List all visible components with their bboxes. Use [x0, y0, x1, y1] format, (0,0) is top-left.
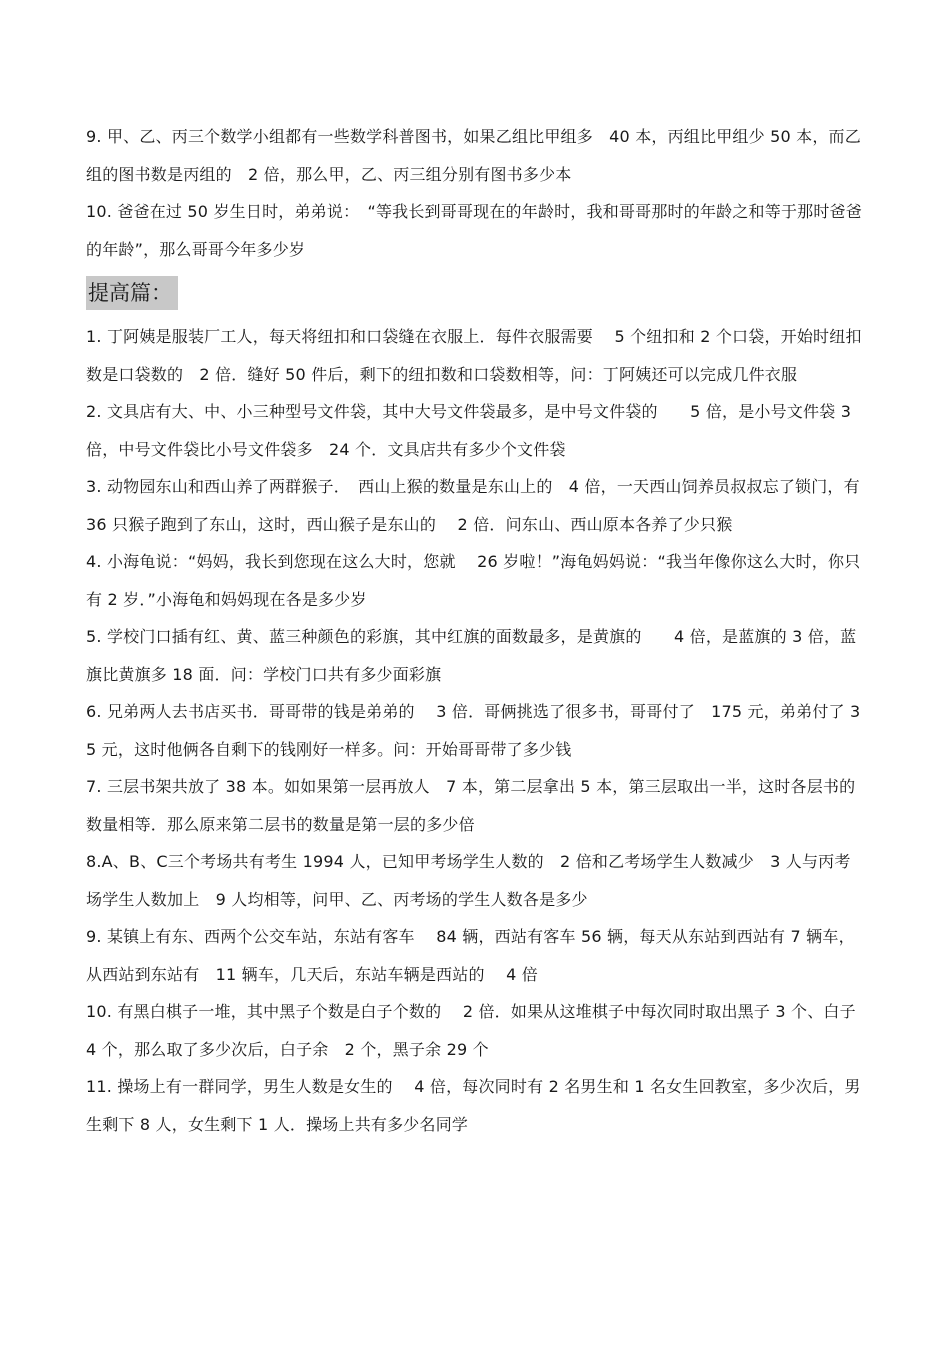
advanced-problem-5: 5. 学校门口插有红、黄、蓝三种颜色的彩旗，其中红旗的面数最多，是黄旗的 4 倍，是蓝旗的 3 倍，蓝旗比黄旗多 18 面．问：学校门口共有多少面彩旗: [86, 627, 857, 684]
advanced-problem-4: 4. 小海龟说：“妈妈，我长到您现在这么大时，您就 26 岁啦！”海龟妈妈说：“我当年像你这么大时，你只有 2 岁．”小海龟和妈妈现在各是多少岁: [86, 552, 861, 609]
advanced-problem-6: 6. 兄弟两人去书店买书．哥哥带的钱是弟弟的 3 倍．哥俩挑选了很多书，哥哥付了 175 元，弟弟付了 35 元，这时他俩各自剩下的钱刚好一样多。问：开始哥哥带了多少钱: [86, 702, 861, 759]
section-heading: 提高篇：: [86, 276, 178, 310]
advanced-problem-1: 1. 丁阿姨是服装厂工人，每天将纽扣和口袋缝在衣服上．每件衣服需要 5 个纽扣和 2 个口袋，开始时纽扣数是口袋数的 2 倍．缝好 50 件后，剩下的纽扣数和口袋数相等，问：丁阿姨还可以完成几件衣服: [86, 327, 862, 384]
advanced-problem-11: 11. 操场上有一群同学，男生人数是女生的 4 倍，每次同时有 2 名男生和 1 名女生回教室，多少次后，男生剩下 8 人，女生剩下 1 人．操场上共有多少名同学: [86, 1077, 861, 1134]
advanced-problem-2: 2. 文具店有大、中、小三种型号文件袋，其中大号文件袋最多，是中号文件袋的 5 倍，是小号文件袋 3 倍，中号文件袋比小号文件袋多 24 个．文具店共有多少个文件袋: [86, 402, 852, 459]
advanced-problem-8: 8.A、B、C三个考场共有考生 1994 人，已知甲考场学生人数的 2 倍和乙考场学生人数减少 3 人与丙考场学生人数加上 9 人均相等，问甲、乙、丙考场的学生人数各是多少: [86, 852, 851, 909]
basic-problem-10: 10. 爸爸在过 50 岁生日时，弟弟说： “等我长到哥哥现在的年龄时，我和哥哥那时的年龄之和等于那时爸爸的年龄”，那么哥哥今年多少岁: [86, 202, 862, 259]
advanced-problem-7: 7. 三层书架共放了 38 本。如如果第一层再放人 7 本，第二层拿出 5 本，第三层取出一半，这时各层书的数量相等．那么原来第二层书的数量是第一层的多少倍: [86, 777, 856, 834]
advanced-problem-10: 10. 有黑白棋子一堆，其中黑子个数是白子个数的 2 倍．如果从这堆棋子中每次同时取出黑子 3 个、白子 4 个，那么取了多少次后，白子余 2 个，黑子余 29 个: [86, 1002, 856, 1059]
advanced-problem-9: 9. 某镇上有东、西两个公交车站，东站有客车 84 辆，西站有客车 56 辆，每天从东站到西站有 7 辆车，从西站到东站有 11 辆车，几天后，东站车辆是西站的 4 倍: [86, 927, 855, 984]
document-page: [86, 118, 866, 1143]
advanced-problem-3: 3. 动物园东山和西山养了两群猴子． 西山上猴的数量是东山上的 4 倍，一天西山饲养员叔叔忘了锁门，有 36 只猴子跑到了东山，这时，西山猴子是东山的 2 倍．问东山、西山原本各养了少只猴: [86, 477, 860, 534]
section-heading-wrap: [86, 268, 866, 318]
basic-problem-9: 9. 甲、乙、丙三个数学小组都有一些数学科普图书，如果乙组比甲组多 40 本，丙组比甲组少 50 本，而乙组的图书数是丙组的 2 倍，那么甲，乙、丙三组分别有图书多少本: [86, 127, 861, 184]
